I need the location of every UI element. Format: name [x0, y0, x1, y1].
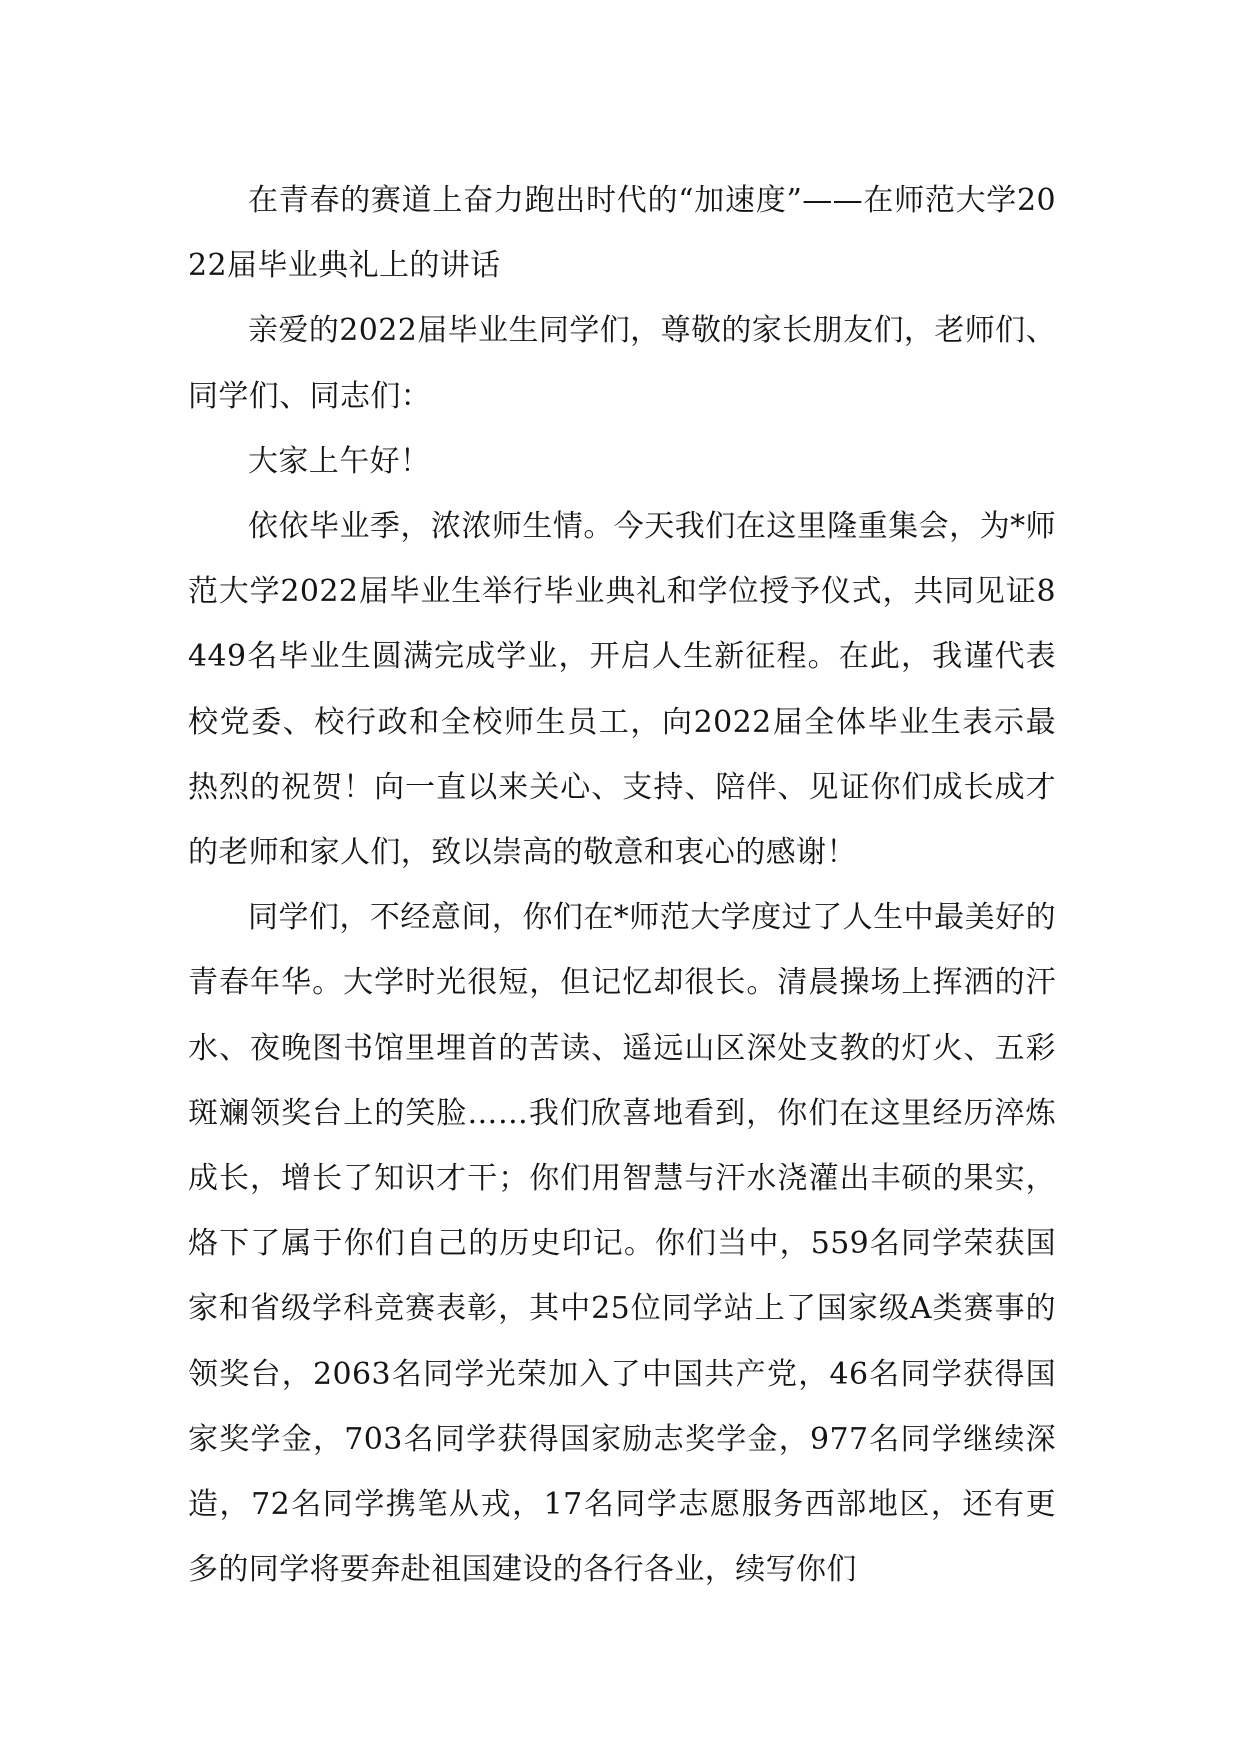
document-body — [188, 168, 1056, 1602]
paragraph-2: 同学们，不经意间，你们在*师范大学度过了人生中最美好的青春年华。大学时光很短，但记忆却很长。清晨操场上挥洒的汗水、夜晚图书馆里埋首的苦读、遥远山区深处支教的灯火、五彩斑斓领奖台上的笑脸……我们欣喜地看到，你们在这里经历淬炼成长，增长了知识才干；你们用智慧与汗水浇灌出丰硕的果实，烙下了属于你们自己的历史印记。你们当中，559名同学荣获国家和省级学科竞赛表彰，其中25位同学站上了国家级A类赛事的领奖台，2063名同学光荣加入了中国共产党，46名同学获得国家奖学金，703名同学获得国家励志奖学金，977名同学继续深造，72名同学携笔从戎，17名同学志愿服务西部地区，还有更多的同学将要奔赴祖国建设的各行各业，续写你们 — [188, 900, 1056, 1588]
paragraph-1: 依依毕业季，浓浓师生情。今天我们在这里隆重集会，为*师范大学2022届毕业生举行毕业典礼和学位授予仪式，共同见证8449名毕业生圆满完成学业，开启人生新征程。在此，我谨代表校党委、校行政和全校师生员工，向2022届全体毕业生表示最热烈的祝贺！向一直以来关心、支持、陪伴、见证你们成长成才的老师和家人们，致以崇高的敬意和衷心的感谢！ — [188, 509, 1056, 871]
document-title: 在青春的赛道上奋力跑出时代的“加速度”——在师范大学2022届毕业典礼上的讲话 — [188, 183, 1056, 284]
salutation: 亲爱的2022届毕业生同学们，尊敬的家长朋友们，老师们、同学们、同志们： — [188, 313, 1056, 414]
greeting: 大家上午好！ — [248, 443, 431, 479]
